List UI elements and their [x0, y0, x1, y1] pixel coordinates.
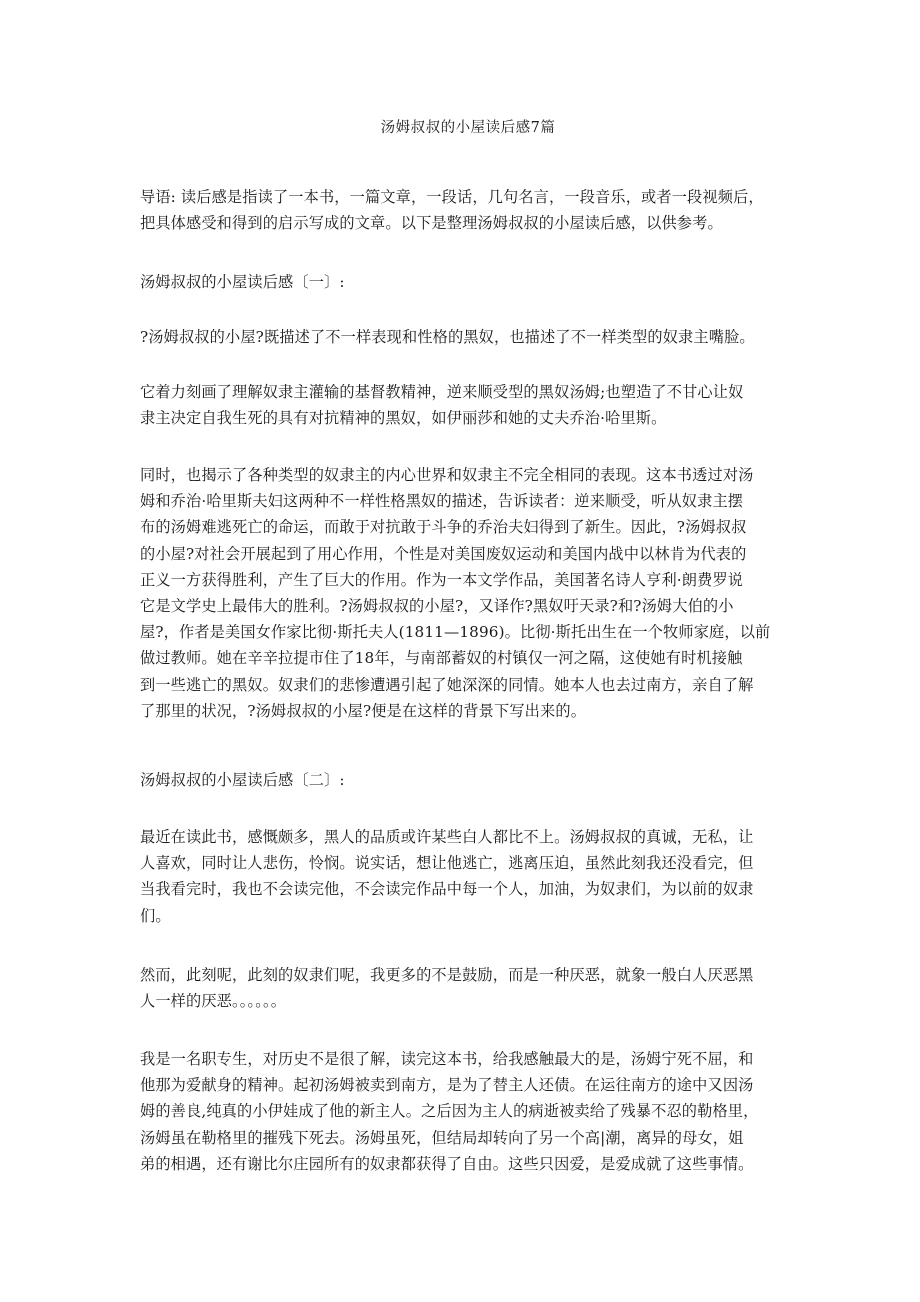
text-line: 到一些逃亡的黑奴。奴隶们的悲惨遭遇引起了她深深的同情。她本人也去过南方，亲自了解 — [140, 675, 754, 694]
text-line: 同时，也揭示了各种类型的奴隶主的内心世界和奴隶主不完全相同的表现。这本书透过对汤 — [140, 466, 754, 484]
text-line: 人一样的厌恶。。。。。。 — [140, 992, 287, 1011]
text-line: 布的汤姆难逃死亡的命运，而敢于对抗敢于斗争的乔治夫妇得到了新生。因此，?汤姆叔叔 — [140, 518, 747, 537]
text-line: 它着力刻画了理解奴隶主灌输的基督教精神，逆来顺受型的黑奴汤姆;也塑造了不甘心让奴 — [140, 383, 744, 401]
intro-paragraph — [140, 184, 796, 236]
text-line: 弟的相遇，还有谢比尔庄园所有的奴隶都获得了自由。这些只因爱，是爱成就了这些事情。 — [140, 1154, 754, 1173]
text-line: 把具体感受和得到的启示写成的文章。以下是整理汤姆叔叔的小屋读后感，以供参考。 — [140, 214, 723, 233]
text-line: 隶主决定自我生死的具有对抗精神的黑奴，如伊丽莎和她的丈夫乔治·哈里斯。 — [140, 409, 667, 428]
text-line: 当我看完时，我也不会读完他，不会读完作品中每一个人，加油，为奴隶们，为以前的奴隶 — [140, 880, 754, 899]
text-line: 人喜欢，同时让人悲伤，怜悯。说实话，想让他逃亡，逃离压迫，虽然此刻我还没看完，但 — [140, 854, 754, 873]
paragraph — [140, 462, 796, 724]
paragraph — [140, 962, 796, 1014]
text-line: 导语: 读后感是指读了一本书，一篇文章，一段话，几句名言，一段音乐，或者一段视频后， — [140, 188, 764, 206]
text-line: 他那为爱献身的精神。起初汤姆被卖到南方，是为了替主人还债。在运往南方的途中又因汤 — [140, 1076, 754, 1095]
section-heading-1 — [140, 269, 796, 295]
text-line: 做过教师。她在辛辛拉提市住了18年，与南部蓄奴的村镇仅一河之隔，这使她有时机接触 — [140, 649, 743, 668]
paragraph — [140, 379, 796, 431]
text-line: 正义一方获得胜利，产生了巨大的作用。作为一本文学作品，美国著名诗人亨利·朗费罗说 — [140, 570, 744, 589]
section-heading-2 — [140, 767, 796, 793]
document-title: 汤姆叔叔的小屋读后感7篇 — [380, 120, 556, 136]
text-line: 姆的善良,纯真的小伊娃成了他的新主人。之后因为主人的病逝被卖给了残暴不忍的勒格里， — [140, 1102, 759, 1121]
text-line: 它是文学史上最伟大的胜利。?汤姆叔叔的小屋?，又译作?黑奴吁天录?和?汤姆大伯的小 — [140, 597, 734, 616]
text-line: 的小屋?对社会开展起到了用心作用，个性是对美国废奴运动和美国内战中以林肯为代表的 — [140, 544, 747, 563]
section-heading-text: 汤姆叔叔的小屋读后感〔二〕: — [140, 771, 345, 789]
paragraph — [140, 324, 796, 350]
paragraph — [140, 824, 796, 929]
text-line: 我是一名职专生，对历史不是很了解，读完这本书，给我感触最大的是，汤姆宁死不屈，和 — [140, 1050, 754, 1068]
text-line: 然而，此刻呢，此刻的奴隶们呢，我更多的不是鼓励，而是一种厌恶，就象一般白人厌恶黑 — [140, 966, 754, 984]
text-line: 最近在读此书，感慨颇多，黑人的品质或许某些白人都比不上。汤姆叔叔的真诚，无私，让 — [140, 828, 754, 846]
section-heading-text: 汤姆叔叔的小屋读后感〔一〕: — [140, 273, 345, 291]
text-line: ?汤姆叔叔的小屋?既描述了不一样表现和性格的黑奴，也描述了不一样类型的奴隶主嘴脸。 — [140, 328, 755, 346]
paragraph — [140, 1046, 796, 1177]
text-line: 屋?，作者是美国女作家比彻·斯托夫人(1811—1896)。比彻·斯托出生在一个牧师家庭，以前 — [140, 623, 771, 642]
text-line: 姆和乔治·哈里斯夫妇这两种不一样性格黑奴的描述，告诉读者：逆来顺受，听从奴隶主摆 — [140, 492, 744, 511]
text-line: 汤姆虽在勒格里的摧残下死去。汤姆虽死，但结局却转向了另一个高|潮，离异的母女，姐 — [140, 1128, 744, 1147]
text-line: 了那里的状况，?汤姆叔叔的小屋?便是在这样的背景下写出来的。 — [140, 701, 587, 720]
text-line: 们。 — [140, 906, 171, 925]
